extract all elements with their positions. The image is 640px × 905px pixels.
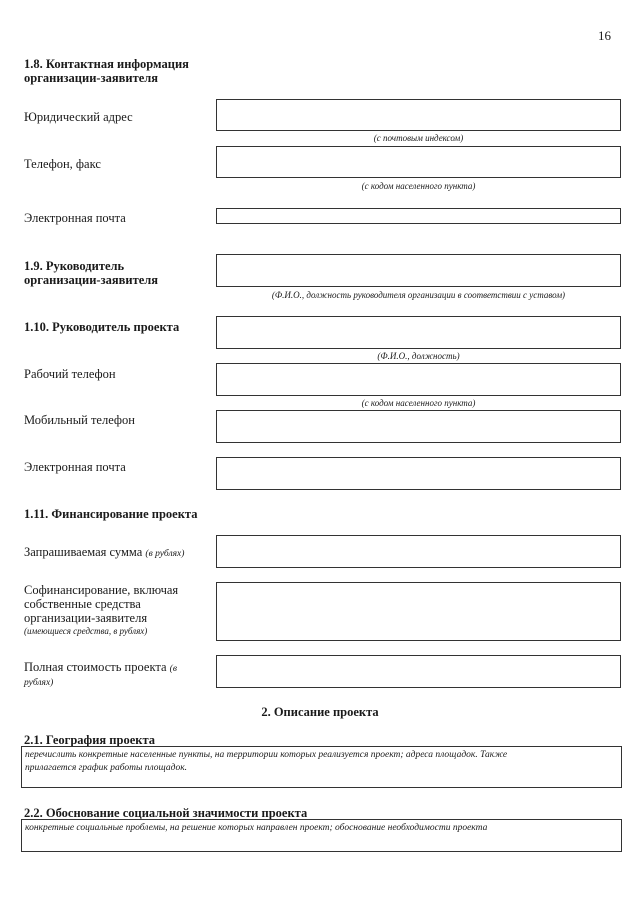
section-2-title: 2. Описание проекта <box>261 705 379 719</box>
social-heading: 2.2. Обоснование социальной значимости проекта <box>24 806 308 820</box>
geo-field[interactable] <box>21 746 622 788</box>
social-hint: конкретные социальные проблемы, на решение которых направлен проект; обоснование необходимости проекта <box>25 823 488 833</box>
email-org-field[interactable] <box>216 208 621 224</box>
phone-fax-hint: (с кодом населенного пункта) <box>361 181 476 191</box>
phone-fax-field[interactable] <box>216 146 621 178</box>
org-head-field[interactable] <box>216 254 621 287</box>
section-1-8-heading-line1: 1.8. Контактная информация <box>24 57 189 71</box>
geo-heading: 2.1. География проекта <box>24 733 155 747</box>
project-head-hint: (Ф.И.О., должность) <box>377 351 460 361</box>
section-1-8-heading <box>24 57 189 85</box>
section-1-8-heading-line2: организации-заявителя <box>24 71 159 85</box>
section-1-9-heading-line2: организации-заявителя <box>24 273 159 287</box>
phone-fax-label: Телефон, факс <box>24 157 101 171</box>
page-number: 16 <box>598 28 611 43</box>
total-cost-field[interactable] <box>216 655 621 688</box>
project-head-field[interactable] <box>216 316 621 349</box>
work-phone-hint: (с кодом населенного пункта) <box>361 398 476 408</box>
cofin-label <box>24 583 178 637</box>
work-phone-label: Рабочий телефон <box>24 367 116 381</box>
requested-sum-text: Запрашиваемая сумма <box>24 545 146 559</box>
requested-sum-field[interactable] <box>216 535 621 568</box>
social-field[interactable] <box>21 819 622 852</box>
email-head-field[interactable] <box>216 457 621 490</box>
org-head-hint: (Ф.И.О., должность руководителя организации в соответствии с уставом) <box>271 290 566 300</box>
geo-hint-line2: прилагается график работы площадок. <box>25 763 188 773</box>
section-1-9-heading <box>24 259 158 287</box>
requested-sum-note: (в рублях) <box>145 549 185 559</box>
email-org-label: Электронная почта <box>24 211 126 225</box>
requested-sum-label <box>24 545 184 561</box>
legal-address-field[interactable] <box>216 99 621 131</box>
geo-hint-line1: перечислить конкретные населенные пункты, на территории которых реализуется проект; адреса площадок. Также <box>25 750 508 760</box>
total-cost-note-1: (в <box>169 664 177 674</box>
cofin-line1: Софинансирование, включая <box>24 583 179 597</box>
legal-address-label: Юридический адрес <box>24 110 133 124</box>
section-1-11-heading: 1.11. Финансирование проекта <box>24 507 198 521</box>
cofin-field[interactable] <box>216 582 621 641</box>
cofin-note: (имеющиеся средства, в рублях) <box>24 626 148 636</box>
total-cost-note-2: рублях) <box>24 678 54 688</box>
section-1-9-heading-line1: 1.9. Руководитель <box>24 259 125 273</box>
section-1-10-heading: 1.10. Руководитель проекта <box>24 320 180 334</box>
total-cost-text: Полная стоимость проекта <box>24 660 170 674</box>
cofin-line3: организации-заявителя <box>24 611 148 625</box>
mobile-phone-field[interactable] <box>216 410 621 443</box>
total-cost-label <box>24 660 177 690</box>
cofin-line2: собственные средства <box>24 597 141 611</box>
work-phone-field[interactable] <box>216 363 621 396</box>
legal-address-hint: (с почтовым индексом) <box>373 133 464 143</box>
mobile-phone-label: Мобильный телефон <box>24 413 135 427</box>
email-head-label: Электронная почта <box>24 460 126 474</box>
